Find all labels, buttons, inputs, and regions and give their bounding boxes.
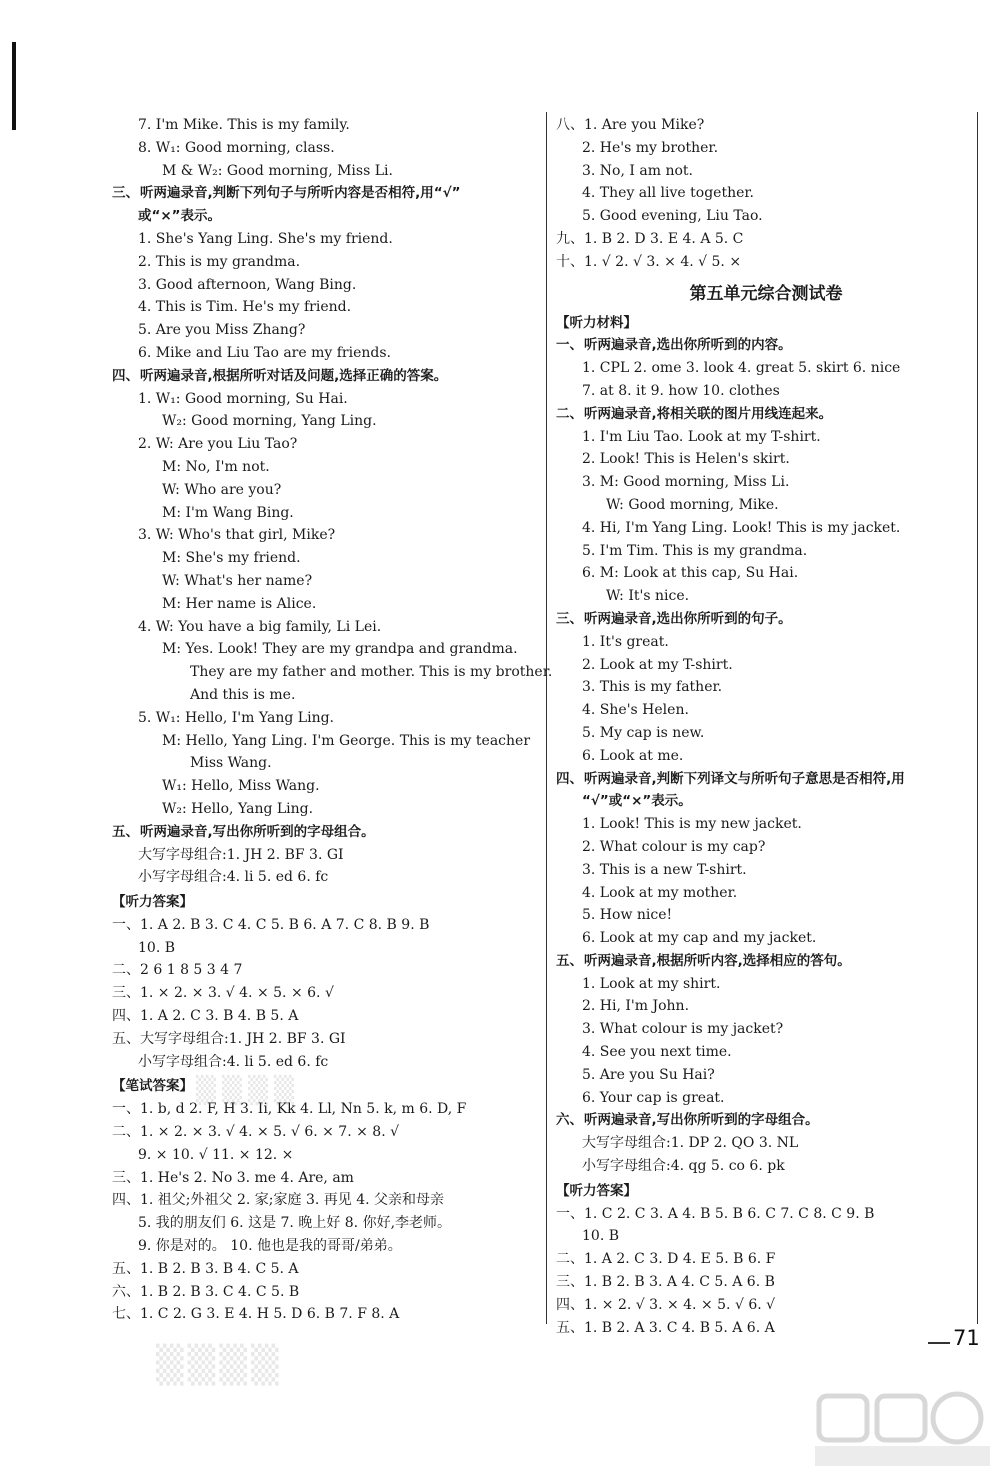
text-line: 6. Look at my cap and my jacket.: [582, 930, 817, 947]
text-line: 大写字母组合:1. JH 2. BF 3. GI: [138, 846, 344, 863]
text-line: 3. This is a new T-shirt.: [582, 861, 747, 878]
question-instruction: 听两遍录音,根据所听内容,选择相应的答句。: [584, 952, 851, 969]
text-line: 三、1. B 2. B 3. A 4. C 5. A 6. B: [556, 1274, 775, 1291]
text-line: 四、1. A 2. C 3. B 4. B 5. A: [112, 1008, 299, 1025]
text-line: 9. 你是对的。 10. 他也是我的哥哥/弟弟。: [138, 1238, 402, 1255]
text-line: 3. No, I am not.: [582, 162, 693, 179]
text-line: 小写字母组合:4. li 5. ed 6. fc: [138, 1053, 329, 1070]
text-line: 3. M: Good morning, Miss Li.: [582, 474, 790, 491]
text-line: 五、大写字母组合:1. JH 2. BF 3. GI: [112, 1030, 346, 1047]
text-line: 2. W: Are you Liu Tao?: [138, 436, 298, 453]
text-line: M: I'm Wang Bing.: [162, 504, 294, 521]
watermark-stamp: ▒▒▒▒: [196, 1076, 300, 1106]
text-line: 2. Hi, I'm John.: [582, 998, 690, 1015]
text-line: M: Yes. Look! They are my grandpa and grandma.: [162, 641, 518, 658]
text-line: 5. 我的朋友们 6. 这是 7. 晚上好 8. 你好,李老师。: [138, 1215, 452, 1232]
answer-section-label: 【听力答案】: [112, 894, 193, 911]
text-line: Miss Wang.: [190, 755, 272, 772]
page-number: 71: [953, 1326, 980, 1350]
text-line: 4. W: You have a big family, Li Lei.: [138, 618, 382, 635]
text-line: 1. W₁: Good morning, Su Hai.: [138, 390, 348, 407]
text-line: 7. at 8. it 9. how 10. clothes: [582, 382, 780, 399]
text-line: 2. He's my brother.: [582, 139, 719, 156]
text-line: M: Hello, Yang Ling. I'm George. This is my teacher: [162, 732, 531, 749]
answer-section-label: 【听力材料】: [556, 314, 637, 331]
question-number: 三、: [556, 610, 583, 627]
text-line: 五、1. B 2. B 3. B 4. C 5. A: [112, 1260, 299, 1277]
text-line: 4. They all live together.: [582, 185, 754, 202]
text-line: 十、1. √ 2. √ 3. × 4. √ 5. ×: [556, 253, 742, 270]
left-column: [112, 114, 553, 1326]
text-line: W: What's her name?: [162, 572, 313, 589]
text-line: 2. This is my grandma.: [138, 253, 301, 270]
text-line: 4. See you next time.: [582, 1044, 732, 1061]
question-heading: [556, 1109, 976, 1132]
text-line: 6. M: Look at this cap, Su Hai.: [582, 565, 799, 582]
text-line: 三、1. × 2. × 3. √ 4. × 5. × 6. √: [112, 985, 334, 1002]
text-line: 6. Your cap is great.: [582, 1089, 725, 1106]
text-line: 4. This is Tim. He's my friend.: [138, 299, 352, 316]
text-line: 九、1. B 2. D 3. E 4. A 5. C: [556, 230, 744, 247]
question-heading: [556, 334, 976, 357]
question-heading: [112, 821, 537, 844]
column-divider: [546, 112, 547, 1324]
question-instruction: 听两遍录音,判断下列译文与所听句子意思是否相符,用: [584, 770, 905, 787]
text-line: 10. B: [138, 939, 176, 956]
text-line: 一、1. C 2. C 3. A 4. B 5. B 6. C 7. C 8. C 9. B: [556, 1205, 875, 1222]
text-line: 七、1. C 2. G 3. E 4. H 5. D 6. B 7. F 8. A: [112, 1306, 400, 1323]
text-line: 小写字母组合:4. li 5. ed 6. fc: [138, 869, 329, 886]
text-line: 二、2 6 1 8 5 3 4 7: [112, 962, 243, 979]
text-line: W: It's nice.: [606, 588, 690, 605]
text-line: M: Her name is Alice.: [162, 595, 317, 612]
text-line: M: She's my friend.: [162, 550, 301, 567]
question-number: 五、: [556, 952, 583, 969]
answer-section-label: 【听力答案】: [556, 1182, 637, 1199]
text-line: M & W₂: Good morning, Miss Li.: [162, 162, 393, 179]
text-line: 1. She's Yang Ling. She's my friend.: [138, 230, 393, 247]
text-line: 3. What colour is my jacket?: [582, 1021, 784, 1038]
text-line: W₂: Hello, Yang Ling.: [162, 800, 314, 817]
question-instruction: 听两遍录音,写出你所听到的字母组合。: [584, 1112, 819, 1129]
section-title: 第五单元综合测试卷: [689, 283, 843, 304]
text-line: 五、1. B 2. A 3. C 4. B 5. A 6. A: [556, 1319, 775, 1336]
question-number: 五、: [112, 823, 139, 840]
text-line: 二、1. × 2. × 3. √ 4. × 5. √ 6. × 7. × 8. √: [112, 1124, 400, 1141]
text-line: M: No, I'm not.: [162, 458, 270, 475]
text-line: 3. This is my father.: [582, 679, 723, 696]
question-number: 三、: [112, 185, 139, 202]
text-line: W: Who are you?: [162, 481, 282, 498]
text-line: 4. She's Helen.: [582, 702, 689, 719]
text-line: 2. Look at my T-shirt.: [582, 656, 733, 673]
text-line: 1. Look! This is my new jacket.: [582, 816, 802, 833]
text-line: 2. Look! This is Helen's skirt.: [582, 451, 790, 468]
text-line: 10. B: [582, 1228, 620, 1245]
question-number: 二、: [556, 405, 583, 422]
text-line: 2. What colour is my cap?: [582, 838, 766, 855]
question-heading: [556, 608, 976, 631]
text-line: 一、1. A 2. B 3. C 4. C 5. B 6. A 7. C 8. B 9. B: [112, 916, 430, 933]
text-line: 1. It's great.: [582, 633, 669, 650]
text-line: 5. W₁: Hello, I'm Yang Ling.: [138, 709, 334, 726]
text-line: 6. Look at me.: [582, 747, 684, 764]
text-line: W₂: Good morning, Yang Ling.: [162, 413, 377, 430]
text-line: 8. W₁: Good morning, class.: [138, 139, 335, 156]
question-heading: [112, 182, 537, 205]
text-line: 5. My cap is new.: [582, 724, 705, 741]
question-instruction: 听两遍录音,选出你所听到的句子。: [584, 610, 792, 627]
question-instruction: 听两遍录音,根据所听对话及问题,选择正确的答案。: [140, 367, 448, 384]
text-line: 3. Good afternoon, Wang Bing.: [138, 276, 357, 293]
watermark-stamp: ▒▒▒▒: [156, 1345, 283, 1386]
text-line: 三、1. He's 2. No 3. me 4. Are, am: [112, 1169, 354, 1186]
page-number-dash: [928, 1342, 950, 1344]
text-line: 六、1. B 2. B 3. C 4. C 5. B: [112, 1283, 300, 1300]
text-line: 7. I'm Mike. This is my family.: [138, 117, 350, 133]
text-line: 6. Mike and Liu Tao are my friends.: [138, 344, 391, 361]
question-heading: [556, 950, 976, 973]
text-line: 二、1. A 2. C 3. D 4. E 5. B 6. F: [556, 1251, 776, 1268]
text-line: They are my father and mother. This is my brother.: [190, 664, 553, 681]
question-number: 六、: [556, 1112, 583, 1129]
question-heading: [556, 768, 976, 791]
question-instruction: 听两遍录音,选出你所听到的内容。: [584, 337, 792, 354]
text-line: 5. Are you Su Hai?: [582, 1066, 715, 1083]
text-line: 5. How nice!: [582, 907, 673, 924]
right-frame-line: [977, 112, 978, 1324]
text-line: 八、1. Are you Mike?: [556, 117, 705, 133]
text-line: 5. I'm Tim. This is my grandma.: [582, 542, 808, 559]
text-line: 1. CPL 2. ome 3. look 4. great 5. skirt 6. nice: [582, 360, 901, 377]
question-number: 四、: [556, 770, 583, 787]
text-line: W: Good morning, Mike.: [606, 496, 779, 513]
text-line: 1. I'm Liu Tao. Look at my T-shirt.: [582, 428, 821, 445]
question-heading: [556, 403, 976, 426]
question-instruction-continued: “√”或“×”表示。: [582, 793, 692, 810]
question-instruction-continued: 或“×”表示。: [138, 208, 222, 225]
question-heading: [112, 365, 537, 388]
text-line: 3. W: Who's that girl, Mike?: [138, 527, 336, 544]
text-line: 一、1. b, d 2. F, H 3. Ii, Kk 4. Ll, Nn 5. k, m 6. D, F: [112, 1101, 467, 1118]
text-line: 大写字母组合:1. DP 2. QO 3. NL: [582, 1135, 799, 1152]
question-number: 四、: [112, 367, 139, 384]
text-line: 四、1. × 2. √ 3. × 4. × 5. √ 6. √: [556, 1296, 776, 1313]
text-line: And this is me.: [190, 686, 296, 703]
text-line: 5. Good evening, Liu Tao.: [582, 208, 763, 225]
text-line: 4. Look at my mother.: [582, 884, 738, 901]
text-line: 9. × 10. √ 11. × 12. ×: [138, 1146, 294, 1163]
question-instruction: 听两遍录音,判断下列句子与所听内容是否相符,用“√”: [140, 185, 461, 202]
text-line: 1. Look at my shirt.: [582, 975, 721, 992]
text-line: 小写字母组合:4. qg 5. co 6. pk: [582, 1158, 785, 1175]
binding-mark: [12, 42, 16, 130]
watermark-logo: [815, 1390, 990, 1468]
question-instruction: 听两遍录音,将相关联的图片用线连起来。: [584, 405, 833, 422]
question-number: 一、: [556, 337, 583, 354]
text-line: 5. Are you Miss Zhang?: [138, 322, 306, 339]
text-line: W₁: Hello, Miss Wang.: [162, 778, 320, 795]
right-column: [556, 114, 976, 1339]
question-instruction: 听两遍录音,写出你所听到的字母组合。: [140, 823, 375, 840]
text-line: 四、1. 祖父;外祖父 2. 家;家庭 3. 再见 4. 父亲和母亲: [112, 1192, 445, 1209]
answer-section-label: 【笔试答案】: [112, 1078, 193, 1095]
text-line: 4. Hi, I'm Yang Ling. Look! This is my jacket.: [582, 519, 901, 536]
